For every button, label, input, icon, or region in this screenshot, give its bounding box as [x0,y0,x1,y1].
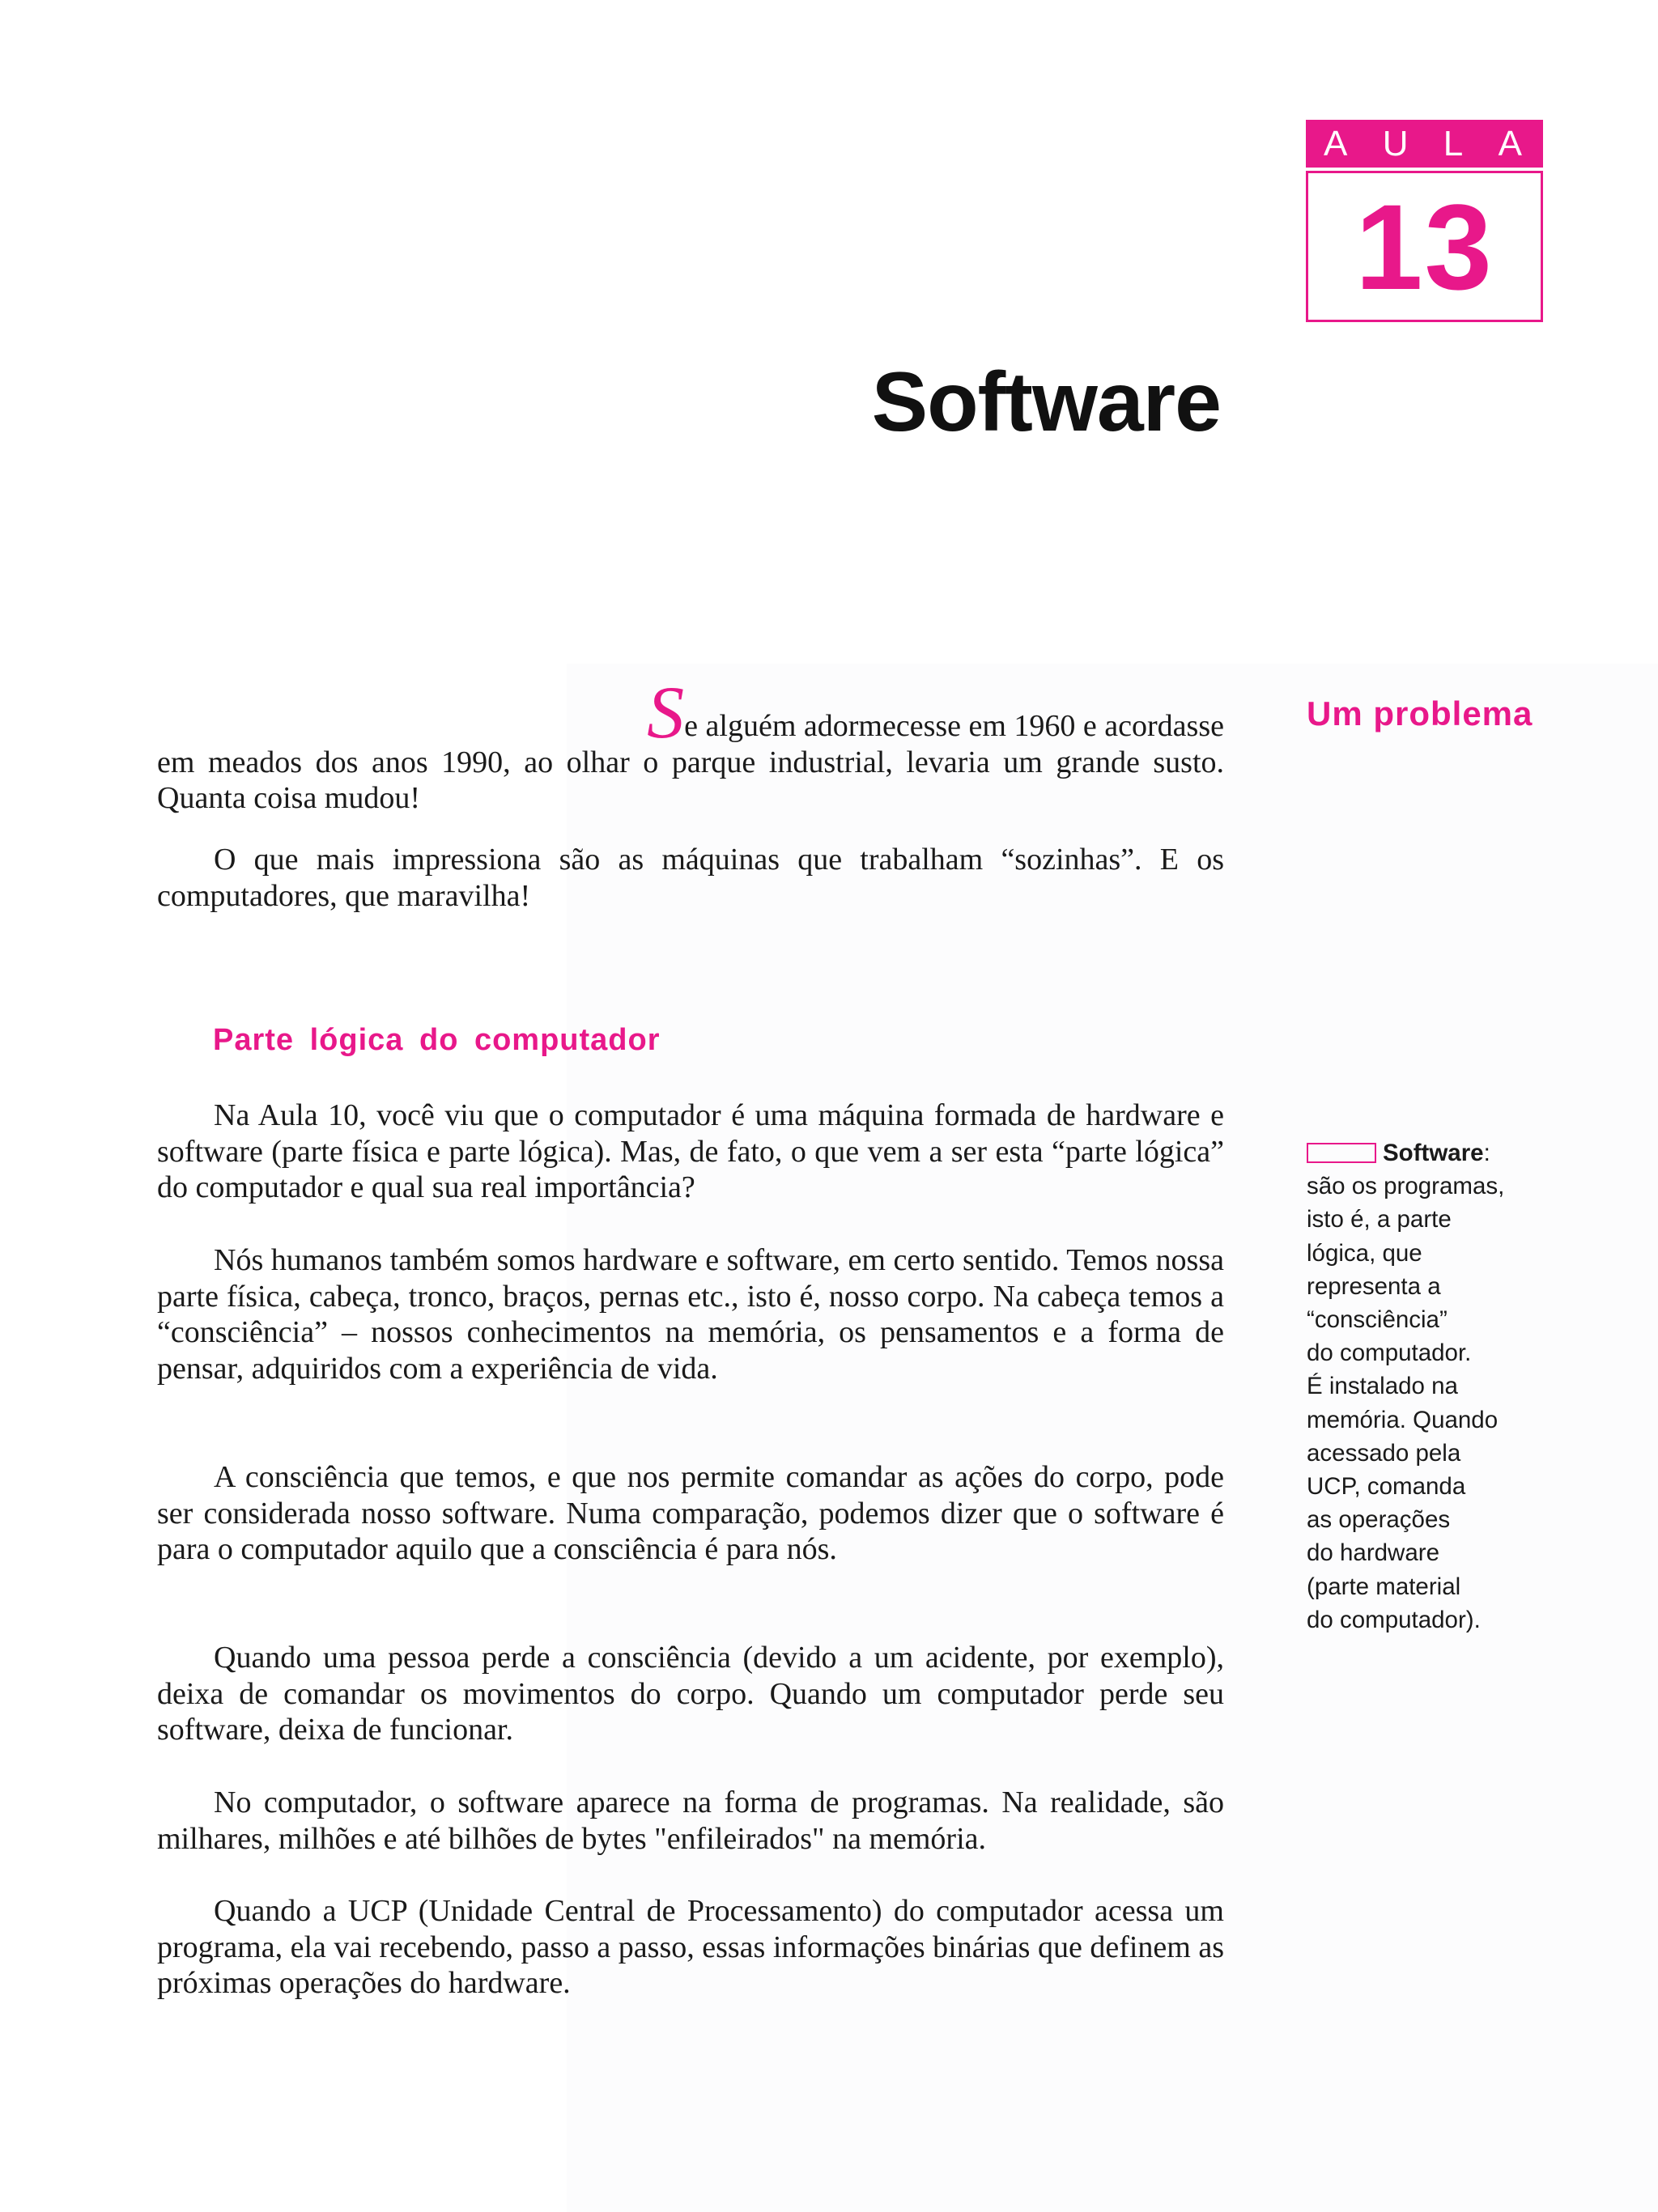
note-marker-box [1307,1143,1376,1163]
intro-first-line-text: e alguém adormecesse em 1960 e acordasse [684,709,1224,743]
aula-letter: A [1324,123,1348,163]
margin-note-line: do computador. [1307,1340,1472,1367]
margin-note-line: UCP, comanda [1307,1473,1466,1501]
margin-note [1307,1136,1550,1637]
aula-number: 13 [1355,178,1494,315]
aula-letter: L [1443,123,1464,163]
paragraph-text: Quando a UCP (Unidade Central de Processamento) do computador acessa um programa, ela vai recebendo, passo a passo, essas informações binárias que definem as próximas operações do hardware. [157,1894,1224,2001]
paragraph [157,1098,1224,1206]
paragraph-text: A consciência que temos, e que nos permite comandar as ações do corpo, pode ser considerada nosso software. Numa comparação, podemos dizer que o software é para o computador aquilo que a consciência é para nós. [157,1460,1224,1567]
aula-letter: U [1382,123,1409,163]
margin-note-line: são os programas, [1307,1173,1505,1200]
paragraph [157,1640,1224,1748]
page-title: Software [871,355,1221,449]
paragraph-text: Quando uma pessoa perde a consciência (devido a um acidente, por exemplo), deixa de comandar os movimentos do corpo. Quando um computador perde seu software, deixa de funcionar. [157,1641,1224,1747]
intro-first-line [157,671,1224,754]
aula-number-box [1306,171,1543,322]
margin-note-line: É instalado na [1307,1373,1458,1400]
margin-note-line: representa a [1307,1272,1441,1300]
paragraph-text: O que mais impressiona são as máquinas que trabalham “sozinhas”. E os computadores, que maravilha! [157,843,1224,913]
intro-paragraph [157,671,1224,817]
paragraph [157,1459,1224,1568]
paragraph-text: No computador, o software aparece na forma de programas. Na realidade, são milhares, milhões e até bilhões de bytes "enfileirados" na memória. [157,1785,1224,1856]
intro-rest-text: em meados dos anos 1990, ao olhar o parque industrial, levaria um grande susto. Quanta coisa mudou! [157,745,1224,816]
margin-note-term-line [1307,1136,1550,1170]
margin-note-line: as operações [1307,1506,1451,1534]
margin-note-line: memória. Quando [1307,1406,1499,1433]
paragraph [157,1893,1224,2002]
margin-note-line: “consciência” [1307,1306,1448,1334]
paragraph-text: Na Aula 10, você viu que o computador é uma máquina formada de hardware e software (parte física e parte lógica). Mas, de fato, o que vem a ser esta “parte lógica” do computador e qual sua real importância? [157,1098,1224,1205]
section-heading: Parte lógica do computador [213,1023,661,1057]
paragraph [157,842,1224,914]
margin-note-term: Software [1383,1140,1484,1166]
drop-cap: S [647,671,685,754]
margin-note-line: do hardware [1307,1539,1439,1567]
paragraph [157,1242,1224,1386]
aula-label [1306,120,1543,168]
margin-note-line: lógica, que [1307,1239,1422,1267]
margin-note-term-suffix: : [1483,1140,1490,1166]
margin-note-line: acessado pela [1307,1439,1461,1467]
margin-note-line: (parte material [1307,1573,1461,1600]
margin-note-line: isto é, a parte [1307,1206,1452,1233]
paragraph-text: Nós humanos também somos hardware e software, em certo sentido. Temos nossa parte física, cabeça, tronco, braços, pernas etc., isto é, nosso corpo. Na cabeça temos a “consciência” – nossos conhecimentos na memória, os pensamentos e a forma de pensar, adquiridos com a experiência de vida. [157,1243,1224,1386]
margin-note-line: do computador). [1307,1606,1481,1633]
aula-letter: A [1498,123,1522,163]
sidebar-heading: Um problema [1307,694,1533,732]
paragraph [157,1785,1224,1857]
